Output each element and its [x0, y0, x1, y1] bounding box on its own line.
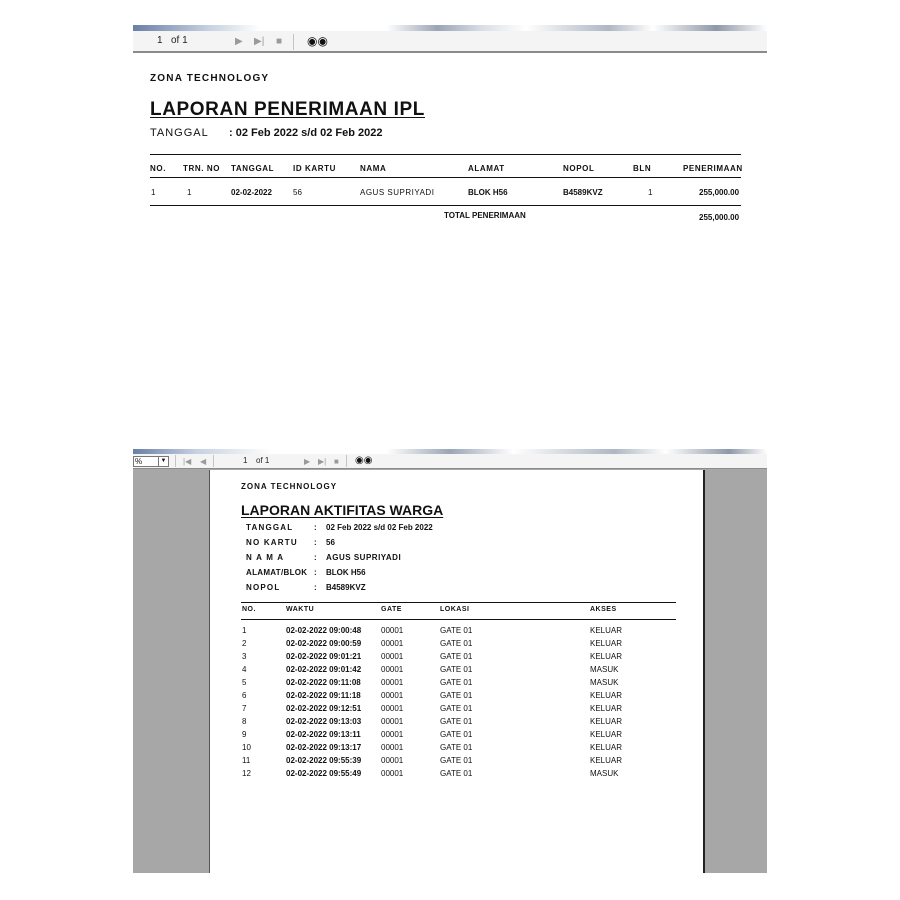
first-page-icon[interactable]: |◀ [183, 457, 192, 466]
stop-icon[interactable]: ■ [334, 457, 339, 466]
cell-waktu: 02-02-2022 09:12:51 [286, 704, 362, 713]
table-header-rule [150, 177, 741, 178]
info-value-nama: AGUS SUPRIYADI [326, 553, 402, 562]
cell-waktu: 02-02-2022 09:55:39 [286, 756, 362, 765]
cell-lokasi: GATE 01 [440, 665, 473, 674]
cell-nopol: B4589KVZ [563, 188, 603, 197]
zoom-select[interactable] [133, 456, 169, 467]
cell-trn-no: 1 [187, 188, 192, 197]
cell-waktu: 02-02-2022 09:13:11 [286, 730, 361, 739]
next-page-icon[interactable]: ▶ [235, 36, 243, 47]
report-title: LAPORAN PENERIMAAN IPL [150, 99, 425, 120]
cell-waktu: 02-02-2022 09:00:59 [286, 639, 362, 648]
cell-tanggal: 02-02-2022 [231, 188, 272, 197]
toolbar-separator [346, 455, 347, 467]
cell-gate: 00001 [381, 691, 404, 700]
info-value-tanggal: 02 Feb 2022 s/d 02 Feb 2022 [326, 523, 433, 532]
cell-akses: KELUAR [590, 652, 623, 661]
cell-id-kartu: 56 [293, 188, 302, 197]
cell-no: 8 [242, 717, 247, 726]
cell-gate: 00001 [381, 717, 404, 726]
stop-icon[interactable]: ■ [276, 36, 283, 47]
total-value: 255,000.00 [699, 213, 740, 222]
cell-akses: MASUK [590, 678, 619, 687]
col-header-no: NO. [150, 164, 167, 173]
col-header-bln: BLN [633, 164, 652, 173]
col-header-akses: AKSES [590, 606, 617, 613]
cell-lokasi: GATE 01 [440, 743, 473, 752]
find-binoculars-icon[interactable]: ◉◉ [355, 455, 373, 466]
col-header-trn-no: TRN. NO [183, 164, 221, 173]
total-label: TOTAL PENERIMAAN [444, 211, 526, 220]
cell-akses: KELUAR [590, 691, 623, 700]
toolbar-separator [293, 34, 294, 50]
cell-no: 12 [242, 769, 251, 778]
info-value-nopol: B4589KVZ [326, 583, 366, 592]
cell-no: 5 [242, 678, 247, 687]
cell-gate: 00001 [381, 678, 404, 687]
page-count-label: of 1 [256, 456, 270, 465]
cell-waktu: 02-02-2022 09:00:48 [286, 626, 362, 635]
table-bottom-rule [150, 205, 741, 206]
company-name: ZONA TECHNOLOGY [241, 482, 338, 491]
cell-akses: MASUK [590, 769, 619, 778]
cell-no: 4 [242, 665, 247, 674]
info-colon: : [314, 583, 317, 592]
cell-lokasi: GATE 01 [440, 678, 473, 687]
cell-akses: KELUAR [590, 756, 623, 765]
cell-no: 2 [242, 639, 247, 648]
last-page-icon[interactable]: ▶| [254, 36, 265, 47]
info-colon: : [314, 523, 317, 532]
cell-waktu: 02-02-2022 09:01:42 [286, 665, 362, 674]
cell-gate: 00001 [381, 730, 404, 739]
info-value-no-kartu: 56 [326, 538, 335, 547]
cell-bln: 1 [648, 188, 653, 197]
cell-lokasi: GATE 01 [440, 756, 473, 765]
cell-no: 9 [242, 730, 247, 739]
cell-nama: AGUS SUPRIYADI [360, 188, 435, 197]
cell-lokasi: GATE 01 [440, 626, 473, 635]
cell-akses: MASUK [590, 665, 619, 674]
chevron-down-icon[interactable]: ▼ [158, 457, 168, 466]
cell-gate: 00001 [381, 652, 404, 661]
report-title: LAPORAN AKTIFITAS WARGA [241, 502, 444, 518]
page-count-label: of 1 [171, 35, 188, 46]
cell-gate: 00001 [381, 704, 404, 713]
zoom-value: % [135, 457, 143, 466]
cell-no: 11 [242, 756, 251, 765]
cell-alamat: BLOK H56 [468, 188, 508, 197]
cell-no: 3 [242, 652, 247, 661]
cell-no: 1 [242, 626, 247, 635]
cell-gate: 00001 [381, 626, 404, 635]
cell-no: 10 [242, 743, 251, 752]
table-top-rule [150, 154, 741, 155]
cell-waktu: 02-02-2022 09:55:49 [286, 769, 362, 778]
table-header-rule [241, 619, 676, 620]
col-header-alamat: ALAMAT [468, 164, 505, 173]
info-value-alamat-blok: BLOK H56 [326, 568, 366, 577]
toolbar-separator [213, 455, 214, 467]
cell-no: 1 [151, 188, 156, 197]
last-page-icon[interactable]: ▶| [318, 457, 327, 466]
info-label-alamat-blok: ALAMAT/BLOK [246, 568, 308, 577]
cell-lokasi: GATE 01 [440, 691, 473, 700]
cell-waktu: 02-02-2022 09:13:03 [286, 717, 362, 726]
report-viewer-top [133, 25, 767, 235]
next-page-icon[interactable]: ▶ [304, 457, 311, 466]
info-colon: : [314, 553, 317, 562]
col-header-tanggal: TANGGAL [231, 164, 275, 173]
info-colon: : [314, 538, 317, 547]
cell-akses: KELUAR [590, 717, 623, 726]
cell-lokasi: GATE 01 [440, 704, 473, 713]
info-label-nopol: NOPOL [246, 583, 281, 592]
toolbar-separator [175, 455, 176, 467]
cell-waktu: 02-02-2022 09:01:21 [286, 652, 362, 661]
col-header-gate: GATE [381, 606, 402, 613]
cell-akses: KELUAR [590, 730, 623, 739]
tanggal-value: : 02 Feb 2022 s/d 02 Feb 2022 [229, 127, 383, 139]
report-viewer-bottom [133, 449, 767, 873]
table-top-rule [241, 602, 676, 603]
info-label-tanggal: TANGGAL [246, 523, 294, 532]
cell-waktu: 02-02-2022 09:11:08 [286, 678, 361, 687]
col-header-lokasi: LOKASI [440, 606, 470, 613]
info-colon: : [314, 568, 317, 577]
info-label-nama: N A M A [246, 553, 285, 562]
col-header-nama: NAMA [360, 164, 387, 173]
prev-page-icon[interactable]: ◀ [200, 457, 207, 466]
find-binoculars-icon[interactable]: ◉◉ [307, 34, 328, 48]
cell-akses: KELUAR [590, 639, 623, 648]
page-number-input[interactable]: 1 [157, 35, 163, 46]
viewer-toolbar [133, 454, 767, 469]
cell-gate: 00001 [381, 665, 404, 674]
col-header-no: NO. [242, 606, 256, 613]
cell-akses: KELUAR [590, 743, 623, 752]
page-number-input[interactable]: 1 [243, 456, 248, 465]
info-label-no-kartu: NO KARTU [246, 538, 298, 547]
cell-gate: 00001 [381, 769, 404, 778]
cell-lokasi: GATE 01 [440, 639, 473, 648]
col-header-waktu: WAKTU [286, 606, 315, 613]
tanggal-label: TANGGAL [150, 127, 209, 139]
cell-gate: 00001 [381, 743, 404, 752]
col-header-nopol: NOPOL [563, 164, 595, 173]
cell-lokasi: GATE 01 [440, 769, 473, 778]
cell-lokasi: GATE 01 [440, 717, 473, 726]
cell-waktu: 02-02-2022 09:11:18 [286, 691, 361, 700]
cell-no: 7 [242, 704, 247, 713]
cell-waktu: 02-02-2022 09:13:17 [286, 743, 362, 752]
company-name: ZONA TECHNOLOGY [150, 73, 270, 84]
cell-gate: 00001 [381, 639, 404, 648]
cell-lokasi: GATE 01 [440, 730, 473, 739]
cell-penerimaan: 255,000.00 [699, 188, 740, 197]
col-header-penerimaan: PENERIMAAN [683, 164, 743, 173]
cell-akses: KELUAR [590, 626, 623, 635]
viewer-toolbar [133, 31, 767, 53]
cell-gate: 00001 [381, 756, 404, 765]
cell-no: 6 [242, 691, 247, 700]
cell-akses: KELUAR [590, 704, 623, 713]
col-header-id-kartu: ID KARTU [293, 164, 337, 173]
cell-lokasi: GATE 01 [440, 652, 473, 661]
